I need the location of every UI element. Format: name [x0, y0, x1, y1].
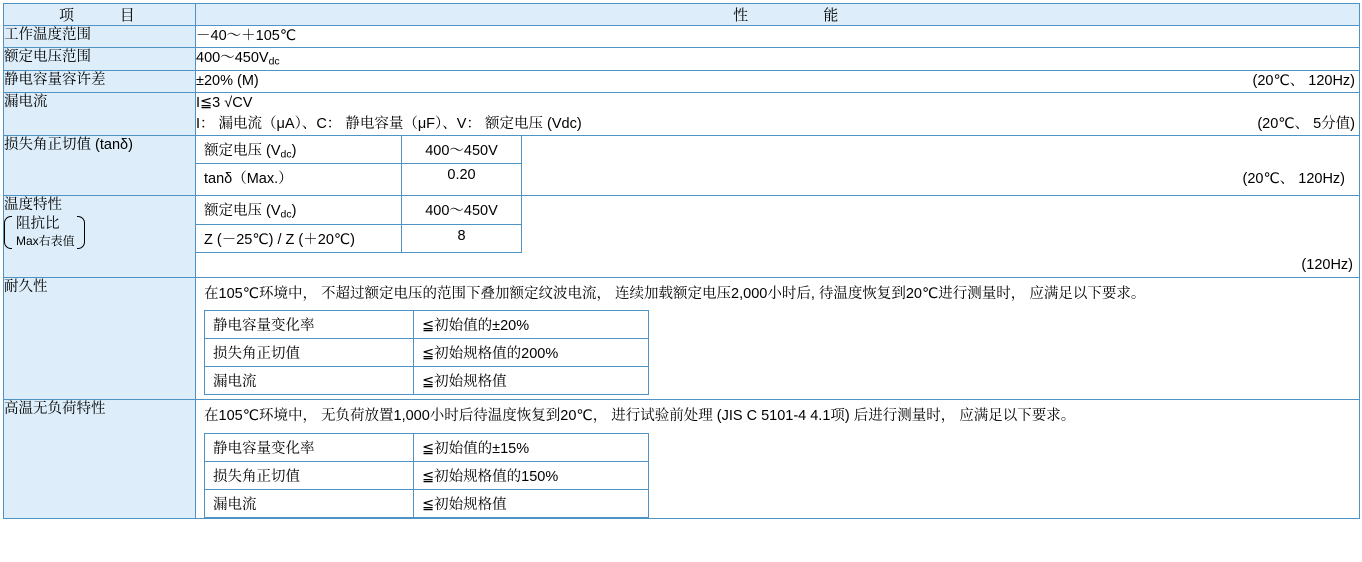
table-row	[4, 70, 1360, 92]
temp-char-value-1: 400～450V	[402, 196, 522, 225]
row-label-leakage-current: 漏电流	[4, 92, 196, 135]
temp-char-subrow-2	[196, 225, 1359, 253]
row-label-operating-temperature: 工作温度范围	[4, 26, 196, 48]
temp-char-brace	[4, 215, 195, 251]
header-performance-right: 能	[823, 7, 839, 24]
table-row	[4, 48, 1360, 71]
endurance-key-1: 静电容量变化率	[204, 310, 414, 338]
high-temp-key-1: 静电容量变化率	[204, 433, 414, 461]
row-value-temperature-characteristics	[196, 196, 1360, 278]
row-label-tan-delta: 损失角正切值 (tanδ)	[4, 135, 196, 196]
endurance-paragraph: 在105℃环境中， 不超过额定电压的范围下叠加额定纹波电流， 连续加载额定电压2,000小时后, 待温度恢复到20℃进行测量时， 应满足以下要求。	[204, 286, 1146, 303]
specification-table	[3, 3, 1360, 519]
list-item	[204, 310, 1359, 338]
leakage-current-legend: I： 漏电流（μA）、C： 静电容量（μF）、V： 额定电压 (Vdc)	[196, 115, 582, 132]
list-item	[204, 489, 1359, 518]
tan-delta-key-2: tanδ（Max.）	[196, 164, 402, 195]
capacitance-tolerance-note: (20℃、 120Hz)	[1252, 72, 1355, 89]
temp-char-brace-line1: 阻抗比	[16, 216, 60, 233]
row-value-capacitance-tolerance	[196, 70, 1360, 92]
header-cell-performance	[196, 4, 1360, 26]
tan-delta-spacer-1	[522, 136, 1359, 165]
tan-delta-key-1-sub: dc	[280, 149, 292, 161]
tan-delta-note-wrap	[522, 164, 1359, 195]
row-label-capacitance-tolerance: 静电容量容许差	[4, 70, 196, 92]
tan-delta-key-1	[196, 136, 402, 165]
temp-char-spacer-1	[522, 196, 1359, 225]
endurance-key-2: 损失角正切值	[204, 338, 414, 366]
tan-delta-subrow-2	[196, 164, 1359, 195]
temp-char-subrow-1	[196, 196, 1359, 225]
endurance-key-3: 漏电流	[204, 366, 414, 395]
table-row	[4, 92, 1360, 135]
high-temp-value-3: ≦初始规格值	[414, 489, 649, 518]
list-item	[204, 433, 1359, 461]
endurance-value-1: ≦初始值的±20%	[414, 310, 649, 338]
endurance-value-2: ≦初始规格值的200%	[414, 338, 649, 366]
row-label-temperature-characteristics	[4, 196, 196, 278]
temp-char-brace-line2: Max右表值	[16, 234, 75, 249]
leakage-current-formula: I≦3 √CV	[196, 94, 253, 111]
table-row	[4, 278, 1360, 400]
temp-char-title: 温度特性	[4, 197, 62, 214]
table-header-row	[4, 4, 1360, 26]
tan-delta-key-1-main: 额定电压 (V	[204, 142, 281, 159]
list-item	[204, 338, 1359, 366]
temp-char-spacer-2	[522, 225, 1359, 253]
temp-char-key-1-main: 额定电压 (V	[204, 203, 281, 220]
temp-char-key-1	[196, 196, 402, 225]
tan-delta-value-1: 400～450V	[402, 136, 522, 165]
high-temp-requirements	[196, 433, 1359, 518]
temp-char-key-1-sub: dc	[280, 210, 292, 222]
leakage-current-legend-line	[196, 114, 1359, 135]
temp-char-key-2: Z (－25℃) / Z (＋20℃)	[196, 225, 402, 253]
row-value-leakage-current	[196, 92, 1360, 135]
leakage-current-note: (20℃、 5分值)	[1257, 115, 1355, 132]
endurance-requirements	[196, 310, 1359, 395]
row-label-endurance: 耐久性	[4, 278, 196, 400]
header-performance-left: 性	[733, 7, 754, 24]
endurance-value-3: ≦初始规格值	[414, 366, 649, 395]
row-value-tan-delta	[196, 135, 1360, 196]
high-temp-key-2: 损失角正切值	[204, 461, 414, 489]
tan-delta-value-2: 0.20	[402, 164, 522, 195]
temp-char-value-2: 8	[402, 225, 522, 253]
high-temp-value-1: ≦初始值的±15%	[414, 433, 649, 461]
list-item	[204, 461, 1359, 489]
row-label-high-temp-no-load: 高温无负荷特性	[4, 400, 196, 518]
row-value-rated-voltage-range	[196, 48, 1360, 71]
table-row	[4, 26, 1360, 48]
row-value-high-temp-no-load	[196, 400, 1360, 518]
row-label-rated-voltage-range: 额定电压范围	[4, 48, 196, 71]
tan-delta-subrow-1	[196, 136, 1359, 165]
table-row	[4, 400, 1360, 518]
tan-delta-note: (20℃、 120Hz)	[1242, 171, 1345, 188]
tan-delta-key-1-tail: )	[291, 142, 297, 159]
header-cell-item: 项 目	[4, 4, 196, 26]
high-temp-value-2: ≦初始规格值的150%	[414, 461, 649, 489]
table-row	[4, 196, 1360, 278]
row-value-operating-temperature: －40～＋105℃	[196, 26, 1360, 48]
rated-voltage-sub: dc	[268, 56, 280, 68]
temp-char-key-1-tail: )	[291, 203, 297, 220]
table-row	[4, 135, 1360, 196]
rated-voltage-main: 400～450V	[196, 50, 269, 67]
high-temp-key-3: 漏电流	[204, 489, 414, 518]
high-temp-paragraph: 在105℃环境中， 无负荷放置1,000小时后待温度恢复到20℃， 进行试验前处理 (JIS C 5101-4 4.1项) 后进行测量时， 应满足以下要求。	[204, 408, 1076, 425]
brace-group	[4, 215, 85, 249]
temp-char-note: (120Hz)	[1301, 257, 1353, 274]
row-value-endurance	[196, 278, 1360, 400]
capacitance-tolerance-value: ±20% (M)	[196, 72, 259, 89]
list-item	[204, 366, 1359, 395]
